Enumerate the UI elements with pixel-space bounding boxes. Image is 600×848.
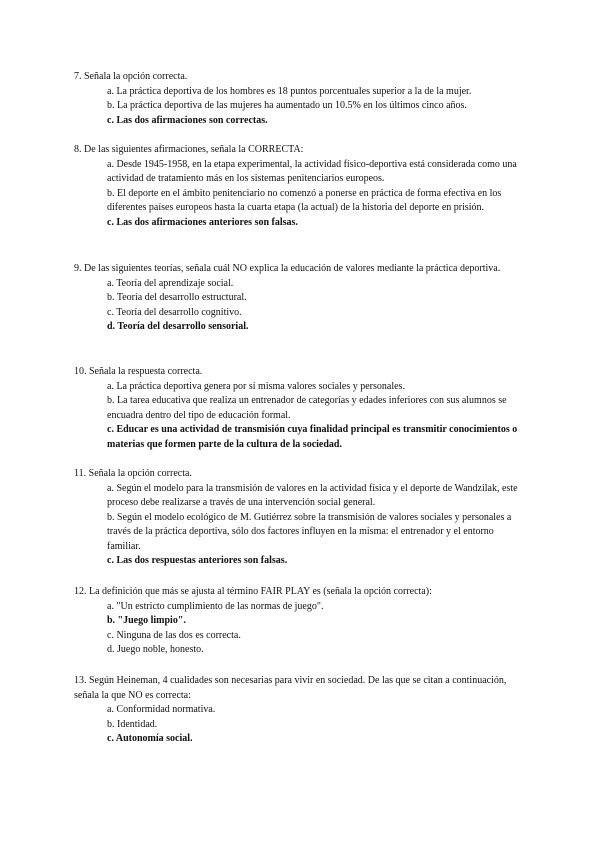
option-b: b. La tarea educativa que realiza un entrenador de categorías y edades inferiores con sus alumnos se encuadra dentro del tipo de educación formal. bbox=[107, 395, 507, 421]
question-title: 9. De las siguientes teorías, señala cuál NO explica la educación de valores mediante la práctica deportiva. bbox=[74, 263, 501, 274]
option-c-correct: c. Autonomía social. bbox=[107, 733, 193, 744]
options-list bbox=[74, 158, 524, 231]
options-list bbox=[74, 703, 524, 747]
options-list bbox=[74, 380, 524, 453]
question-title: 10. Señala la respuesta correcta. bbox=[74, 366, 203, 377]
question-7 bbox=[74, 70, 524, 128]
options-list bbox=[74, 85, 524, 129]
options-list bbox=[74, 277, 524, 335]
question-8 bbox=[74, 143, 524, 230]
question-12 bbox=[74, 585, 524, 658]
option-a: a. Desde 1945-1958, en la etapa experimental, la actividad físico-deportiva está considerada como una actividad de tratamiento más en los sistemas penitenciarios europeos. bbox=[107, 158, 517, 184]
options-list bbox=[74, 482, 524, 569]
option-b: b. La práctica deportiva de las mujeres ha aumentado un 10.5% en los últimos cinco años. bbox=[107, 100, 467, 111]
option-b-correct: b. "Juego limpio". bbox=[107, 615, 186, 626]
option-c-correct: c. Educar es una actividad de transmisión cuya finalidad principal es transmitir conocimientos o materias que formen parte de la cultura de la sociedad. bbox=[107, 424, 518, 450]
option-b: b. Identidad. bbox=[107, 718, 158, 730]
option-d-correct: d. Teoría del desarrollo sensorial. bbox=[107, 321, 249, 332]
option-a: a. La práctica deportiva de los hombres es 18 puntos porcentuales superior a la de la mujer. bbox=[107, 85, 472, 97]
question-11 bbox=[74, 467, 524, 569]
option-b: b. El deporte en el ámbito penitenciario no comenzó a ponerse en práctica de forma efectiva en los diferentes países europeos hasta la cuarta etapa (la actual) de la historia del deporte en prisión. bbox=[107, 187, 502, 213]
option-c: c. Ninguna de las dos es correcta. bbox=[107, 629, 241, 641]
option-a: a. Teoría del aprendizaje social. bbox=[107, 277, 234, 289]
question-10 bbox=[74, 365, 524, 452]
question-title: 11. Señala la opción correcta. bbox=[74, 468, 192, 479]
option-a: a. La práctica deportiva genera por sí misma valores sociales y personales. bbox=[107, 380, 405, 392]
option-c-correct: c. Las dos respuestas anteriores son falsas. bbox=[107, 555, 288, 566]
question-title: 7. Señala la opción correcta. bbox=[74, 71, 188, 82]
option-c-correct: c. Las dos afirmaciones anteriores son falsas. bbox=[107, 216, 298, 228]
option-b: b. Teoría del desarrollo estructural. bbox=[107, 292, 247, 303]
question-title: 12. La definición que más se ajusta al término FAIR PLAY es (señala la opción correcta): bbox=[74, 586, 432, 597]
option-d: d. Juego noble, honesto. bbox=[107, 644, 204, 655]
option-a: a. Conformidad normativa. bbox=[107, 704, 216, 715]
option-a: a. "Un estricto cumplimiento de las normas de juego". bbox=[107, 600, 324, 612]
question-title: 8. De las siguientes afirmaciones, señala la CORRECTA: bbox=[74, 144, 304, 155]
question-13 bbox=[74, 674, 524, 747]
options-list bbox=[74, 600, 524, 658]
question-9 bbox=[74, 262, 524, 335]
option-c-correct: c. Las dos afirmaciones son correctas. bbox=[107, 114, 268, 126]
option-a: a. Según el modelo para la transmisión de valores en la actividad física y el deporte de Wandzilak, este proceso debe realizarse a través de una intervención social general. bbox=[107, 482, 518, 508]
option-c: c. Teoría del desarrollo cognitivo. bbox=[107, 306, 242, 318]
option-b: b. Según el modelo ecológico de M. Gutiérrez sobre la transmisión de valores sociales y personales a través de la práctica deportiva, sólo dos factores influyen en la misma: el entrenador y el entorno familiar. bbox=[107, 511, 512, 552]
question-title: 13. Según Heineman, 4 cualidades son necesarias para vivir en sociedad. De las que se citan a continuación, señala la que NO es correcta: bbox=[74, 675, 507, 701]
